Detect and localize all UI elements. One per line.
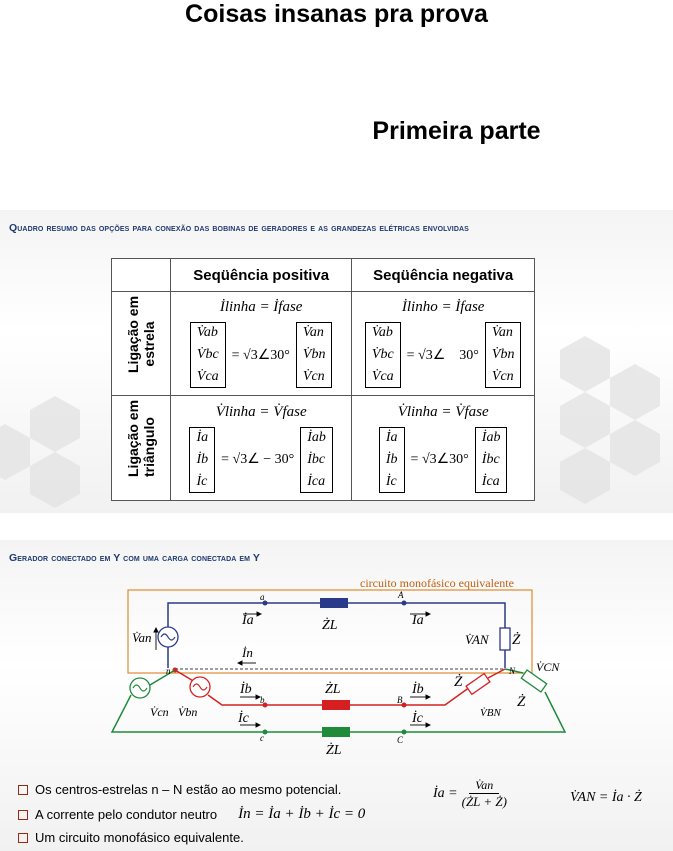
star-positive-equation: İlinha = İfase [219, 299, 303, 315]
formula-ia-lhs: İa = [433, 786, 458, 801]
current-ib-label: İb [240, 682, 252, 697]
cell-delta-negative [352, 396, 535, 501]
slide-summary [0, 210, 673, 513]
col-header-positive: Seqüência positiva [171, 259, 352, 292]
matrix-entry: İc [196, 473, 208, 489]
matrix-iline [475, 427, 508, 493]
slide-circuit [0, 540, 673, 851]
matrix-entry: İa [196, 429, 209, 445]
matrix-entry: İc [385, 473, 397, 489]
matrix-vline [190, 322, 226, 388]
current-ic2-label: İc [412, 711, 423, 726]
square-bullet-icon [18, 833, 28, 843]
matrix-entry: V̇ca [371, 369, 394, 384]
summary-table [111, 258, 535, 501]
matrix-entry: İb [196, 451, 209, 467]
load-impedance-b [466, 674, 490, 695]
page-title: Coisas insanas pra prova [185, 0, 488, 28]
matrix-entry: İab [307, 429, 326, 445]
star-negative-equation: İlinho = İfase [401, 299, 485, 315]
square-bullet-icon [18, 810, 28, 820]
line-impedance-c [322, 727, 350, 737]
matrix-iline [300, 427, 333, 493]
matrix-entry: İca [307, 473, 326, 489]
current-ib2-label: İb [412, 682, 424, 697]
formula-ia-numerator: V̇an [469, 778, 499, 794]
voltage-van-label: V̇an [132, 630, 152, 645]
node-C-label: C [397, 735, 404, 745]
square-bullet-icon [18, 785, 28, 795]
matrix-entry: İca [481, 473, 500, 489]
bullet-text: A corrente pelo condutor neutro [35, 807, 218, 822]
impedance-zl1-label: ŻL [322, 618, 338, 633]
matrix-iphase [379, 427, 405, 493]
formula-ia [433, 778, 507, 810]
bullet-item-2 [18, 806, 365, 823]
matrix-entry: V̇ab [196, 325, 218, 340]
current-ic-label: İc [238, 711, 249, 726]
matrix-entry: V̇cn [302, 369, 325, 384]
matrix-entry: V̇bc [196, 347, 219, 362]
factor-text: = √3∠ 30° [406, 347, 479, 363]
matrix-vphase [485, 322, 522, 388]
cell-star-negative [352, 292, 535, 396]
matrix-entry: V̇ca [196, 369, 219, 384]
matrix-vline [365, 322, 401, 388]
matrix-entry: V̇bn [302, 347, 326, 362]
row-header-delta [112, 396, 171, 501]
current-ia-label: İa [242, 613, 254, 628]
voltage-vbn-label: V̇bn [178, 705, 198, 719]
impedance-zl2-label: ŻL [325, 682, 341, 697]
cell-delta-positive [171, 396, 352, 501]
node-A-label: A [398, 590, 404, 600]
impedance-zl3-label: ŻL [326, 743, 342, 758]
matrix-entry: İb [385, 451, 398, 467]
voltage-VBN-label: V̇BN [480, 707, 501, 719]
node-n-label: n [166, 666, 171, 676]
matrix-entry: İa [385, 429, 398, 445]
load-impedance-a [500, 628, 510, 650]
bullet-text: Os centros-estrelas n – N estão ao mesmo potencial. [35, 782, 342, 797]
matrix-entry: V̇cn [491, 369, 514, 384]
delta-negative-equation: V̇linha = V̇fase [397, 403, 489, 420]
factor-text: = √3∠30° [410, 452, 469, 467]
matrix-entry: V̇an [302, 325, 324, 340]
row-header-delta-line2: triângulo [141, 417, 157, 477]
node-b-label: b [260, 695, 265, 705]
matrix-entry: V̇an [491, 325, 513, 340]
bullet-item-3 [18, 830, 244, 845]
matrix-entry: İbc [481, 451, 500, 467]
bullet-item-1 [18, 782, 341, 797]
current-in-label: İn [242, 645, 253, 660]
slide1-heading: Quadro resumo das opções para conexão das bobinas de geradores e as grandezas elétricas envolvidas [9, 222, 469, 234]
formula-van: V̇AN = İa · Ż [570, 790, 642, 805]
node-a-label: a [260, 592, 265, 602]
matrix-vphase [296, 322, 333, 388]
load-z3-label: Ż [517, 694, 526, 710]
line-impedance-a [320, 598, 348, 608]
formula-ia-denominator: (ŻL + Ż) [461, 794, 507, 809]
node-N-label: N [509, 666, 516, 676]
matrix-entry: V̇bn [491, 347, 515, 362]
voltage-VCN-label: V̇CN [536, 660, 560, 674]
voltage-vcn-label: V̇cn [150, 705, 169, 719]
current-ia2-label: Ia [412, 613, 424, 628]
load-z1-label: Ż [512, 632, 521, 648]
col-header-negative: Seqüência negativa [352, 259, 535, 292]
delta-positive-equation: V̇linha = V̇fase [215, 403, 307, 420]
factor-text: = √3∠ − 30° [221, 452, 295, 467]
matrix-entry: İab [481, 429, 501, 445]
matrix-entry: İbc [307, 451, 326, 467]
page-subtitle: Primeira parte [372, 117, 541, 145]
node-B-label: B [397, 695, 403, 705]
line-impedance-b [322, 700, 350, 710]
matrix-entry: V̇bc [371, 347, 394, 362]
matrix-entry: V̇ab [371, 325, 393, 340]
matrix-iphase [189, 427, 215, 493]
row-header-delta-line1: Ligação em [125, 399, 141, 477]
node-c-label: c [260, 733, 264, 743]
row-header-star-line2: estrela [141, 320, 157, 367]
bullet-text: Um circuito monofásico equivalente. [35, 830, 244, 845]
row-header-star-line1: Ligação em [125, 295, 141, 373]
load-z2-label: Ż [454, 674, 463, 690]
voltage-VAN-label: V̇AN [465, 632, 489, 647]
factor-text: = √3∠30° [231, 347, 290, 363]
table-corner [112, 259, 171, 292]
equivalent-circuit-label: circuito monofásico equivalente [360, 576, 514, 590]
cell-star-positive [171, 292, 352, 396]
row-header-star [112, 292, 171, 396]
neutral-current-equation: İn = İa + İb + İc = 0 [238, 806, 366, 822]
slide2-heading: Gerador conectado em Y com uma carga conectada em Y [9, 552, 261, 564]
